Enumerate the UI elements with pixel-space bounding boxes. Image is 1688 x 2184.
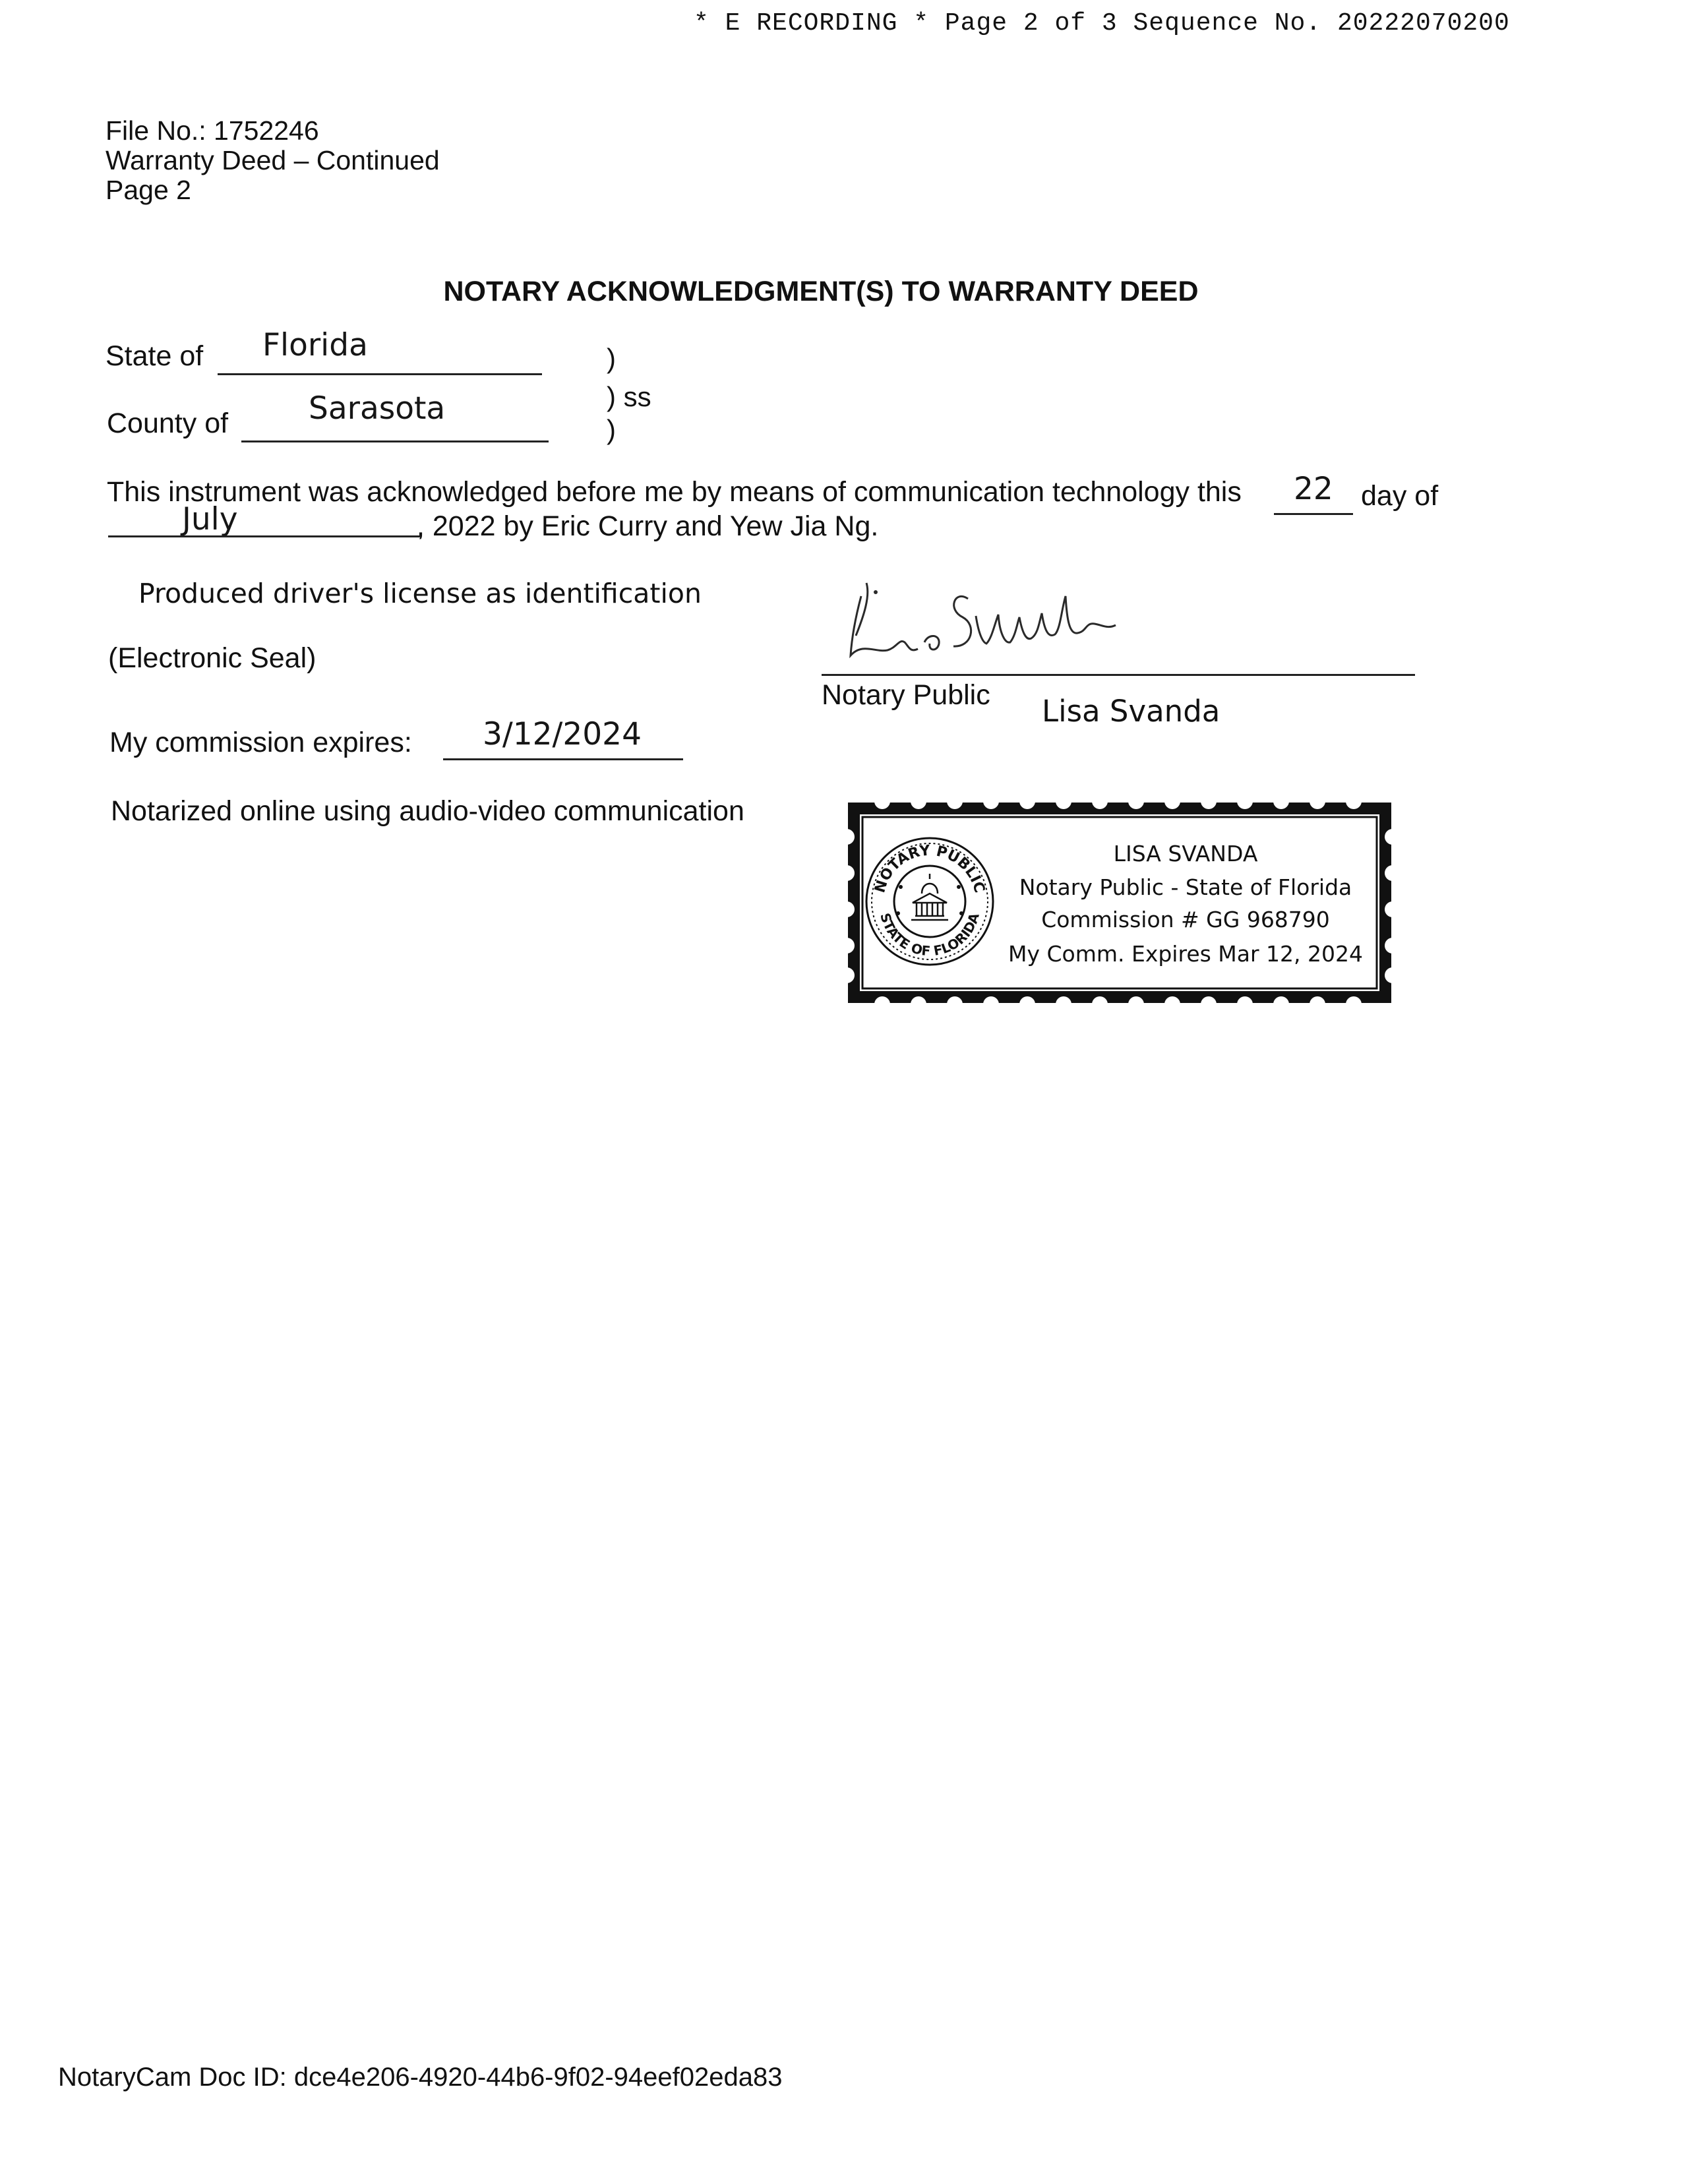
file-info-block xyxy=(106,116,440,205)
state-value: Florida xyxy=(262,327,368,363)
stamp-name: LISA SVANDA xyxy=(1113,841,1258,866)
venue-paren-bottom: ) xyxy=(607,414,616,445)
stamp-expires: My Comm. Expires Mar 12, 2024 xyxy=(1008,941,1364,967)
commission-expires-label: My commission expires: xyxy=(109,727,412,758)
electronic-seal-label: (Electronic Seal) xyxy=(108,642,316,674)
venue-paren-top: ) xyxy=(607,343,616,374)
notary-public-caption: Notary Public xyxy=(822,679,990,711)
acknowledgment-day: 22 xyxy=(1294,471,1333,507)
seal-top-text: NOTARY PUBLIC xyxy=(872,842,988,895)
stamp-title: Notary Public - State of Florida xyxy=(1019,874,1352,900)
venue-ss: ) ss xyxy=(607,381,651,412)
county-value: Sarasota xyxy=(309,390,446,427)
commission-expires-value: 3/12/2024 xyxy=(483,716,642,752)
notary-signature xyxy=(836,570,1126,673)
state-label: State of xyxy=(106,340,204,372)
acknowledgment-signers: , 2022 by Eric Curry and Yew Jia Ng. xyxy=(417,510,879,542)
day-of-text: day of xyxy=(1361,480,1439,512)
signature-line xyxy=(822,674,1415,676)
notary-stamp xyxy=(843,797,1397,1008)
county-underline xyxy=(241,440,549,442)
seal-bottom-text: STATE OF FLORIDA xyxy=(877,911,982,959)
notary-printed-name: Lisa Svanda xyxy=(1042,694,1221,729)
recording-header: * E RECORDING * Page 2 of 3 Sequence No. 20222070200 xyxy=(694,9,1510,38)
svg-text:NOTARY PUBLIC xyxy=(872,843,987,895)
document-continued-label: Warranty Deed – Continued xyxy=(106,145,440,175)
state-underline xyxy=(218,373,542,375)
acknowledgment-month: July xyxy=(182,501,238,537)
day-underline xyxy=(1274,513,1353,515)
county-label: County of xyxy=(107,408,229,439)
document-title: NOTARY ACKNOWLEDGMENT(S) TO WARRANTY DEED xyxy=(443,276,1199,307)
page-label: Page 2 xyxy=(106,175,191,205)
commission-underline xyxy=(443,758,683,760)
acknowledgment-text: This instrument was acknowledged before me by means of communication technology this xyxy=(107,476,1242,508)
file-number: File No.: 1752246 xyxy=(106,115,319,146)
notarized-online-note: Notarized online using audio-video communication xyxy=(111,795,744,827)
month-underline xyxy=(108,535,421,537)
identification-text: Produced driver's license as identification xyxy=(138,578,702,609)
notarycam-doc-id: NotaryCam Doc ID: dce4e206-4920-44b6-9f02-94eef02eda83 xyxy=(58,2063,783,2092)
stamp-commission: Commission # GG 968790 xyxy=(1041,907,1330,932)
signature-scribble-icon xyxy=(836,570,1126,673)
stamp-border-icon xyxy=(843,797,1397,1008)
